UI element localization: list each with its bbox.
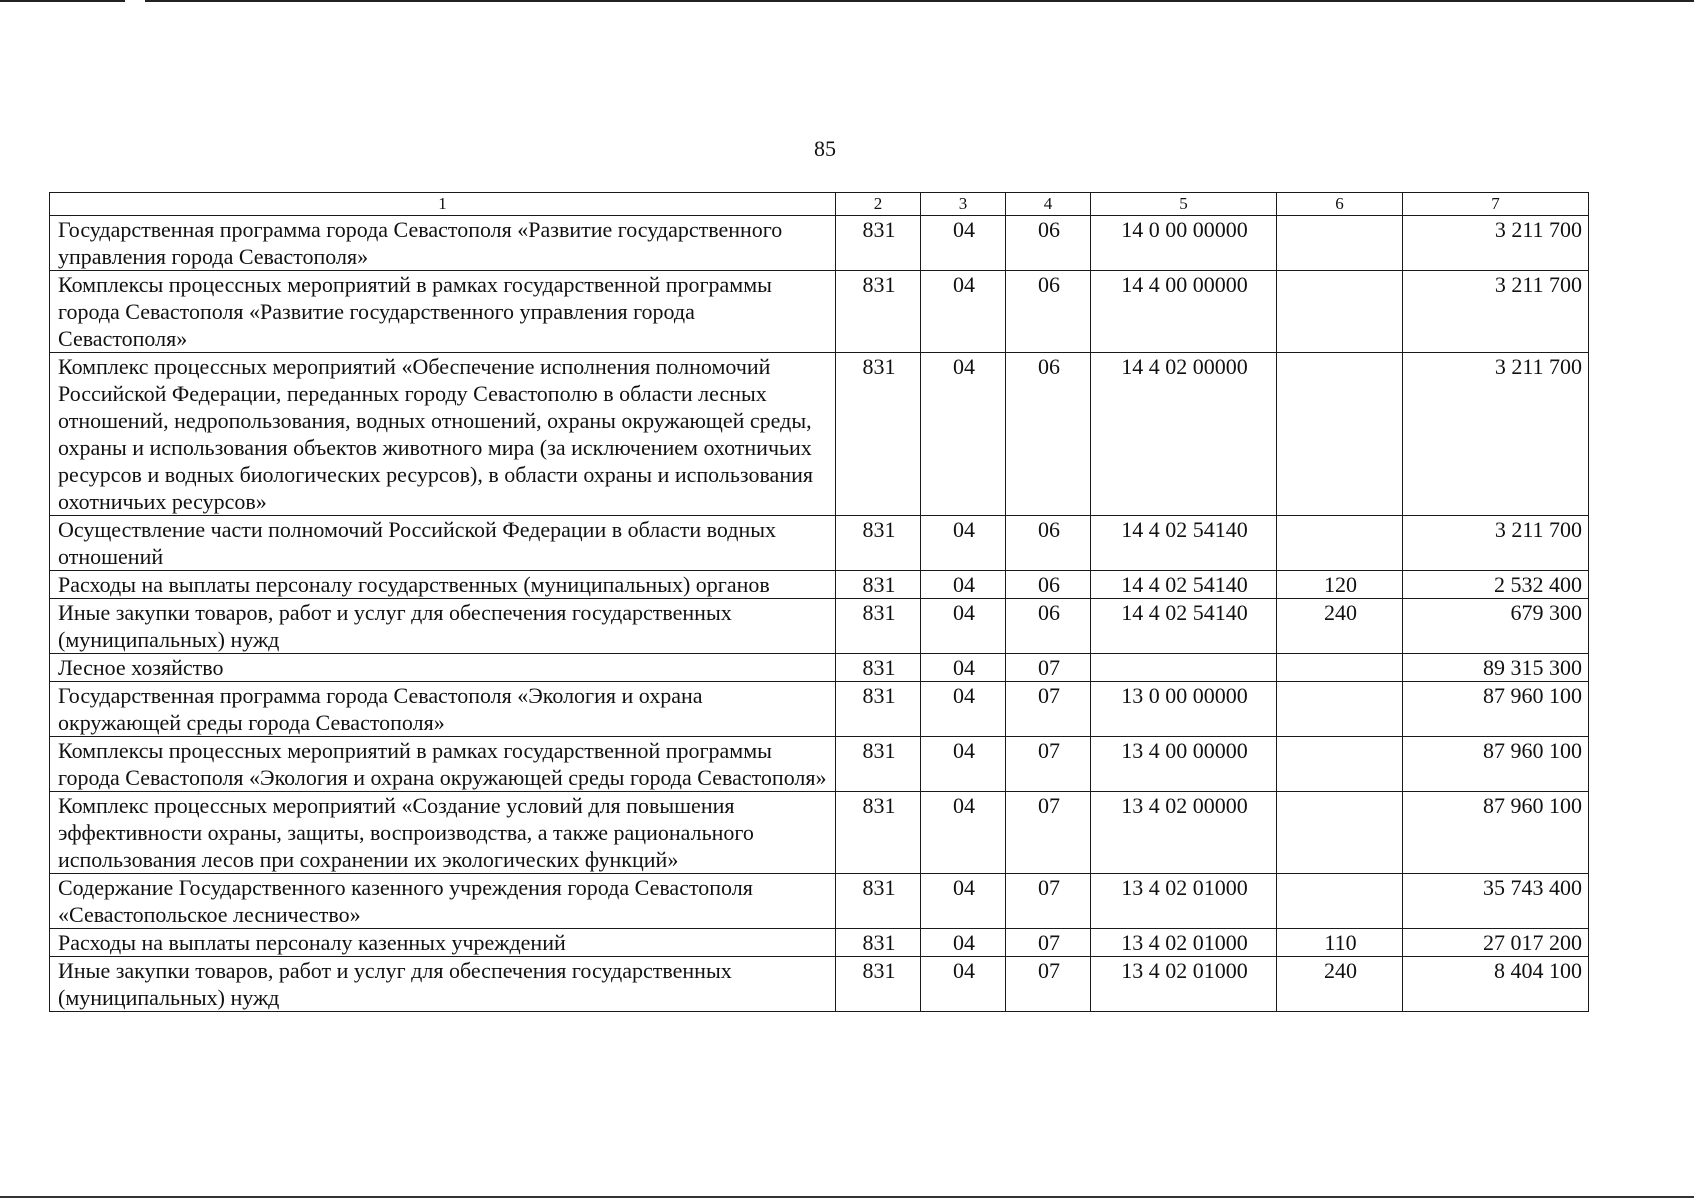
column-header-5: 5 — [1091, 193, 1277, 216]
row-expense-type: 240 — [1277, 957, 1403, 1012]
table-row — [50, 874, 1589, 929]
row-ministry-code: 831 — [836, 682, 921, 737]
row-amount: 87 960 100 — [1403, 682, 1589, 737]
row-subsection-code: 06 — [1006, 516, 1091, 571]
column-header-3: 3 — [921, 193, 1006, 216]
row-expense-type — [1277, 516, 1403, 571]
row-name: Иные закупки товаров, работ и услуг для обеспечения государственных (муниципальных) нужд — [50, 957, 836, 1012]
row-expense-type — [1277, 682, 1403, 737]
table-row — [50, 599, 1589, 654]
row-ministry-code: 831 — [836, 874, 921, 929]
row-name: Содержание Государственного казенного учреждения города Севастополя «Севастопольское лесничество» — [50, 874, 836, 929]
row-name: Государственная программа города Севастополя «Развитие государственного управления города Севастополя» — [50, 216, 836, 271]
row-target-code: 14 4 02 54140 — [1091, 599, 1277, 654]
row-name: Осуществление части полномочий Российской Федерации в области водных отношений — [50, 516, 836, 571]
row-ministry-code: 831 — [836, 737, 921, 792]
column-header-4: 4 — [1006, 193, 1091, 216]
row-name: Комплексы процессных мероприятий в рамках государственной программы города Севастополя «Развитие государственного управления города Севастополя» — [50, 271, 836, 353]
row-ministry-code: 831 — [836, 216, 921, 271]
top-rule — [145, 0, 1694, 2]
row-target-code: 13 4 02 01000 — [1091, 957, 1277, 1012]
row-target-code: 13 4 00 00000 — [1091, 737, 1277, 792]
row-ministry-code: 831 — [836, 957, 921, 1012]
column-header-6: 6 — [1277, 193, 1403, 216]
row-expense-type — [1277, 216, 1403, 271]
row-expense-type — [1277, 353, 1403, 516]
row-ministry-code: 831 — [836, 353, 921, 516]
row-section-code: 04 — [921, 599, 1006, 654]
table-row — [50, 571, 1589, 599]
row-amount: 679 300 — [1403, 599, 1589, 654]
row-target-code: 13 4 02 01000 — [1091, 874, 1277, 929]
row-target-code: 14 4 02 54140 — [1091, 571, 1277, 599]
row-subsection-code: 06 — [1006, 599, 1091, 654]
row-section-code: 04 — [921, 571, 1006, 599]
row-expense-type: 110 — [1277, 929, 1403, 957]
row-amount: 3 211 700 — [1403, 516, 1589, 571]
row-subsection-code: 07 — [1006, 654, 1091, 682]
row-amount: 3 211 700 — [1403, 271, 1589, 353]
row-amount: 89 315 300 — [1403, 654, 1589, 682]
row-target-code: 13 4 02 01000 — [1091, 929, 1277, 957]
bottom-rule — [0, 1196, 1694, 1198]
column-header-7: 7 — [1403, 193, 1589, 216]
row-name: Государственная программа города Севастополя «Экология и охрана окружающей среды города Севастополя» — [50, 682, 836, 737]
row-section-code: 04 — [921, 874, 1006, 929]
row-section-code: 04 — [921, 271, 1006, 353]
row-ministry-code: 831 — [836, 792, 921, 874]
row-target-code: 13 0 00 00000 — [1091, 682, 1277, 737]
row-name: Комплекс процессных мероприятий «Обеспечение исполнения полномочий Российской Федерации, переданных городу Севастополю в области лесных отношений, недропользования, водных отношений, охраны окружающей среды, охраны и использования объектов животного мира (за исключением охотничьих ресурсов и водных биологических ресурсов), в области охраны и использования охотничьих ресурсов» — [50, 353, 836, 516]
row-expense-type: 120 — [1277, 571, 1403, 599]
column-header-1: 1 — [50, 193, 836, 216]
table-row — [50, 737, 1589, 792]
row-target-code: 13 4 02 00000 — [1091, 792, 1277, 874]
row-subsection-code: 06 — [1006, 216, 1091, 271]
row-section-code: 04 — [921, 929, 1006, 957]
table-row — [50, 654, 1589, 682]
top-rule-left — [0, 0, 125, 2]
row-expense-type — [1277, 792, 1403, 874]
table-row — [50, 353, 1589, 516]
column-header-2: 2 — [836, 193, 921, 216]
row-section-code: 04 — [921, 216, 1006, 271]
row-subsection-code: 07 — [1006, 792, 1091, 874]
row-ministry-code: 831 — [836, 599, 921, 654]
row-ministry-code: 831 — [836, 571, 921, 599]
row-amount: 35 743 400 — [1403, 874, 1589, 929]
row-amount: 87 960 100 — [1403, 792, 1589, 874]
row-subsection-code: 07 — [1006, 682, 1091, 737]
row-amount: 2 532 400 — [1403, 571, 1589, 599]
row-name: Иные закупки товаров, работ и услуг для обеспечения государственных (муниципальных) нужд — [50, 599, 836, 654]
row-subsection-code: 06 — [1006, 353, 1091, 516]
row-target-code: 14 4 02 54140 — [1091, 516, 1277, 571]
row-target-code: 14 4 00 00000 — [1091, 271, 1277, 353]
table-row — [50, 216, 1589, 271]
budget-table — [49, 192, 1589, 1012]
row-amount: 27 017 200 — [1403, 929, 1589, 957]
table-row — [50, 516, 1589, 571]
row-amount: 8 404 100 — [1403, 957, 1589, 1012]
row-section-code: 04 — [921, 516, 1006, 571]
row-subsection-code: 06 — [1006, 271, 1091, 353]
row-expense-type: 240 — [1277, 599, 1403, 654]
row-ministry-code: 831 — [836, 271, 921, 353]
row-ministry-code: 831 — [836, 516, 921, 571]
row-subsection-code: 07 — [1006, 737, 1091, 792]
row-section-code: 04 — [921, 654, 1006, 682]
row-section-code: 04 — [921, 353, 1006, 516]
row-expense-type — [1277, 271, 1403, 353]
row-section-code: 04 — [921, 792, 1006, 874]
row-section-code: 04 — [921, 737, 1006, 792]
row-amount: 87 960 100 — [1403, 737, 1589, 792]
row-name: Расходы на выплаты персоналу государственных (муниципальных) органов — [50, 571, 836, 599]
row-subsection-code: 06 — [1006, 571, 1091, 599]
row-section-code: 04 — [921, 957, 1006, 1012]
row-target-code: 14 4 02 00000 — [1091, 353, 1277, 516]
row-name: Комплекс процессных мероприятий «Создание условий для повышения эффективности охраны, защиты, воспроизводства, а также рационального использования лесов при сохранении их экологических функций» — [50, 792, 836, 874]
row-subsection-code: 07 — [1006, 957, 1091, 1012]
row-amount: 3 211 700 — [1403, 216, 1589, 271]
table-row — [50, 271, 1589, 353]
row-section-code: 04 — [921, 682, 1006, 737]
row-ministry-code: 831 — [836, 654, 921, 682]
row-target-code: 14 0 00 00000 — [1091, 216, 1277, 271]
table-row — [50, 929, 1589, 957]
row-expense-type — [1277, 654, 1403, 682]
table-row — [50, 682, 1589, 737]
row-name: Комплексы процессных мероприятий в рамках государственной программы города Севастополя «Экология и охрана окружающей среды города Севастополя» — [50, 737, 836, 792]
row-expense-type — [1277, 737, 1403, 792]
page-number: 85 — [814, 136, 836, 161]
row-subsection-code: 07 — [1006, 929, 1091, 957]
row-ministry-code: 831 — [836, 929, 921, 957]
table-row — [50, 957, 1589, 1012]
header-row — [50, 193, 1589, 216]
row-expense-type — [1277, 874, 1403, 929]
row-name: Лесное хозяйство — [50, 654, 836, 682]
row-name: Расходы на выплаты персоналу казенных учреждений — [50, 929, 836, 957]
row-subsection-code: 07 — [1006, 874, 1091, 929]
table-row — [50, 792, 1589, 874]
row-amount: 3 211 700 — [1403, 353, 1589, 516]
row-target-code — [1091, 654, 1277, 682]
